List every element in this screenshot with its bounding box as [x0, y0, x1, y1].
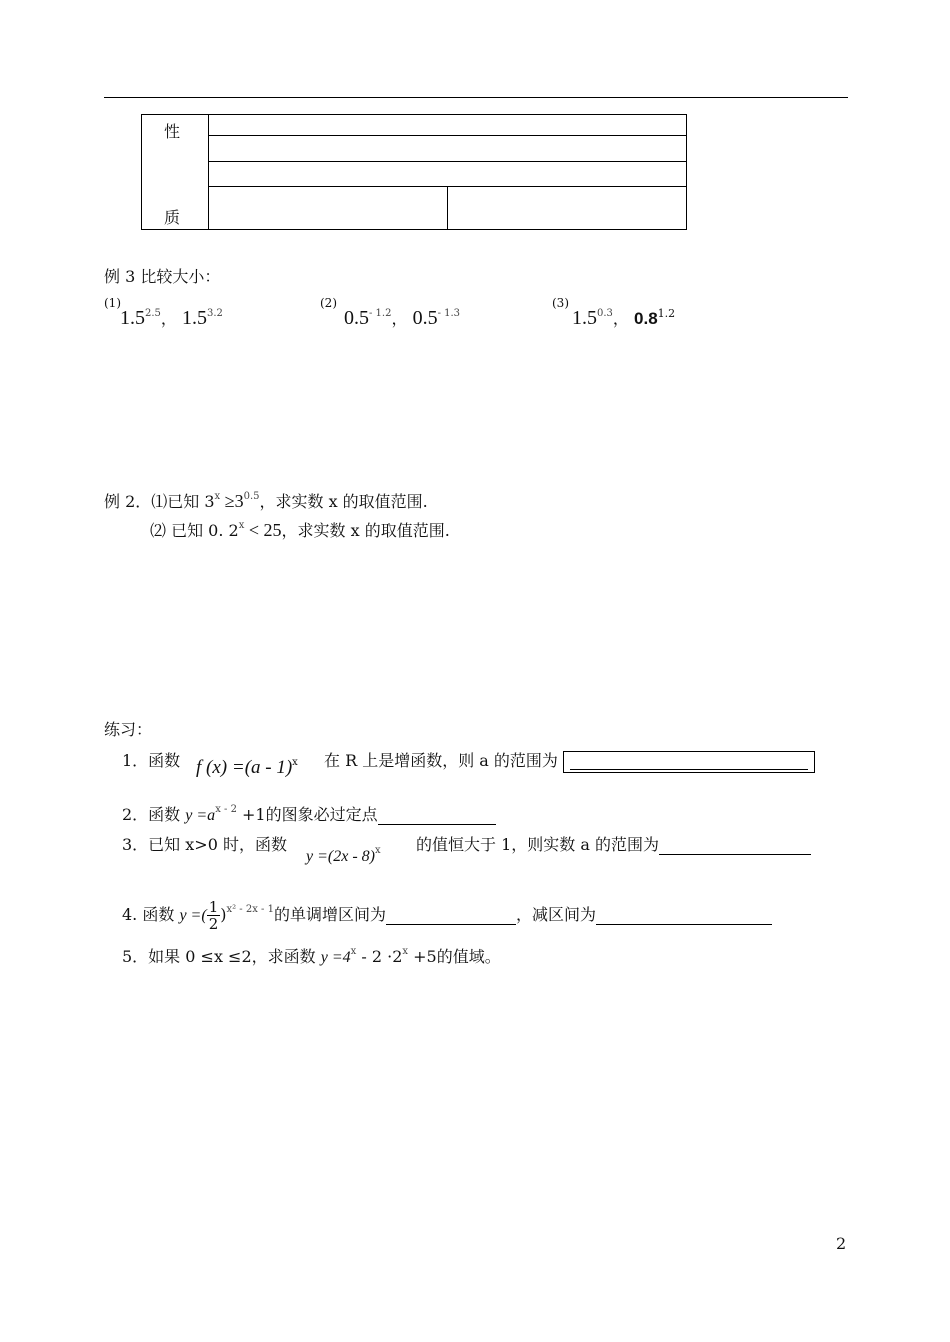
exponent: x [238, 520, 245, 531]
table-cell-row4-right [448, 187, 687, 230]
text: ⑵ 已知 0. 2 [150, 521, 239, 540]
example2-line2 [150, 518, 450, 541]
text: 的图象必过定点 [265, 805, 378, 824]
formula: y =( [179, 907, 207, 924]
exponent: x [292, 757, 298, 768]
exponent: 3.2 [207, 308, 223, 319]
text: 4. 函数 [122, 905, 175, 924]
exponent: - 1.2 [369, 308, 392, 319]
text: 1．函数 [122, 751, 181, 770]
separator: ， [160, 309, 177, 328]
fraction [207, 899, 221, 932]
example3-title: 例 3 比较大小： [104, 267, 221, 286]
example2-line1 [104, 489, 428, 512]
exponent: x [402, 946, 409, 957]
text: 例 2．⑴已知 3 [104, 492, 215, 511]
text: ，求实数 x 的取值范围. [259, 492, 428, 511]
table-cell-row2 [209, 136, 687, 162]
exponent: x [214, 491, 221, 502]
table-cell-row4-left [209, 187, 448, 230]
text: 的单调增区间为 [273, 905, 386, 924]
formula: - 2 ·2 [356, 947, 403, 966]
answer-blank[interactable] [596, 905, 772, 925]
example3-item-2-expr [344, 306, 460, 330]
label-xing: 性 [164, 122, 181, 141]
formula: y =4 [320, 949, 351, 966]
practice-q1 [122, 748, 180, 771]
practice-title: 练习： [104, 720, 153, 739]
relation: < 25 [244, 520, 282, 540]
exponent: 1.2 [657, 307, 676, 320]
practice-q3 [122, 832, 287, 855]
formula: ) [220, 905, 227, 924]
practice-q5 [122, 944, 501, 967]
formula: f (x) =(a - 1) [196, 757, 293, 778]
base: 1.5 [120, 307, 145, 329]
property-table [141, 114, 687, 230]
formula: +5 [408, 947, 437, 966]
table-cell-row1 [209, 115, 687, 136]
base: 0.8 [634, 309, 658, 328]
item-number: (2) [320, 296, 337, 310]
header-rule [104, 97, 848, 98]
numerator: 1 [208, 898, 219, 916]
page-number: 2 [836, 1234, 847, 1253]
answer-blank[interactable] [386, 905, 516, 925]
practice-q4 [122, 899, 772, 932]
example3-item-1 [104, 292, 121, 311]
exponent: x [374, 845, 381, 856]
exponent: 0.5 [243, 491, 260, 502]
base: 1.5 [572, 307, 597, 329]
base: 1.5 [182, 307, 208, 329]
base: 0.5 [344, 307, 369, 329]
example3-item-2 [320, 292, 337, 311]
text: ，减区间为 [516, 905, 597, 924]
separator: ， [612, 309, 629, 328]
answer-blank[interactable] [563, 751, 815, 773]
denominator: 2 [208, 915, 219, 933]
item-number: (3) [552, 296, 569, 310]
text: 的值恒大于 1，则实数 a 的范围为 [416, 835, 659, 854]
text: ，求实数 x 的取值范围. [281, 521, 450, 540]
practice-q3-formula [306, 846, 381, 866]
answer-blank[interactable] [659, 835, 811, 855]
exponent: x [350, 946, 357, 957]
base: 0.5 [412, 307, 438, 329]
formula: +1 [236, 805, 266, 824]
text: 3．已知 x>0 时，函数 [122, 835, 287, 854]
text: 的值域。 [436, 947, 501, 966]
example3-item-1-expr [120, 306, 223, 330]
table-cell-row3 [209, 162, 687, 187]
relation: ≥3 [220, 491, 244, 511]
practice-q3-suffix [416, 832, 811, 855]
exponent: x² - 2x - 1 [226, 904, 274, 915]
separator: ， [391, 309, 408, 328]
text: 2．函数 [122, 805, 181, 824]
practice-q1-formula [196, 757, 298, 779]
example3-item-3-expr [572, 306, 675, 330]
item-number: (1) [104, 296, 121, 310]
formula: y =a [185, 807, 216, 824]
exponent: 2.5 [145, 308, 161, 319]
exponent: x - 2 [215, 804, 237, 815]
practice-q1-suffix [324, 748, 815, 773]
label-zhi: 质 [164, 208, 181, 227]
exponent: 0.3 [597, 308, 613, 319]
property-label-cell [142, 115, 209, 230]
text: 5．如果 0 ≤x ≤2，求函数 [122, 947, 316, 966]
practice-q2 [122, 802, 496, 825]
formula: y =(2x - 8) [306, 848, 375, 865]
answer-blank[interactable] [378, 805, 496, 825]
example3-item-3 [552, 292, 569, 311]
text: 在 R 上是增函数，则 a 的范围为 [324, 751, 558, 770]
exponent: - 1.3 [437, 308, 461, 319]
